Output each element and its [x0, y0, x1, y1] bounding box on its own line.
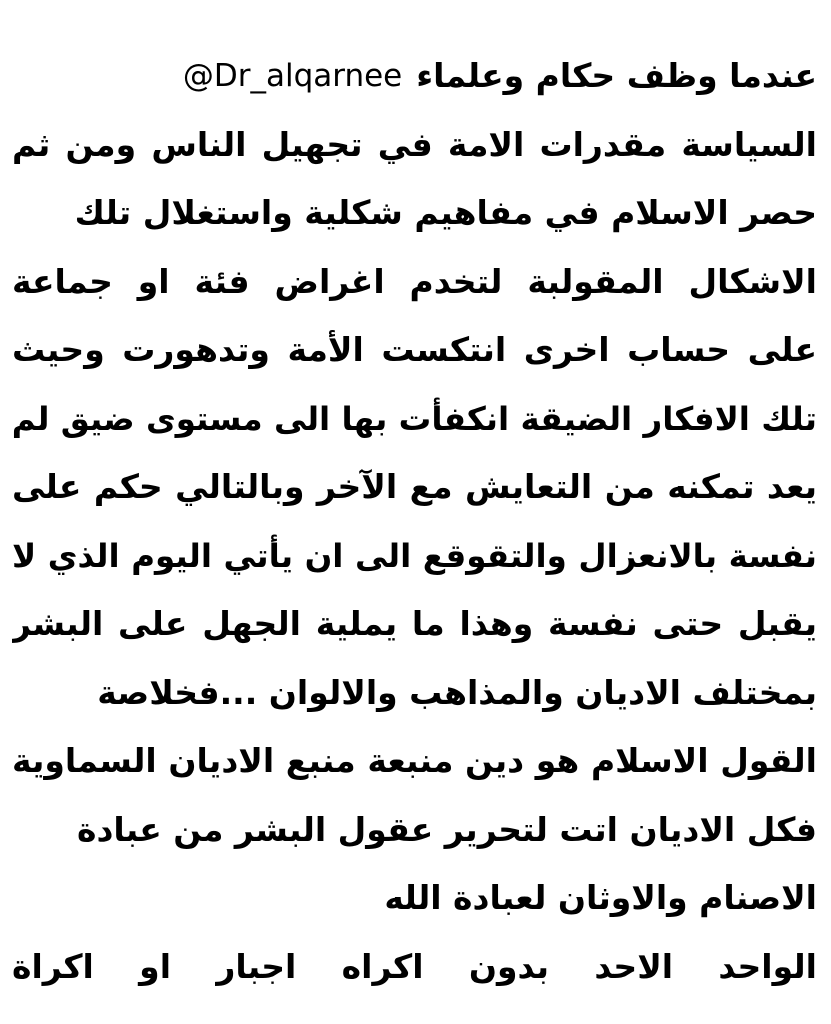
post-line-6: تلك الافكار الضيقة انكفأت بها الى مستوى ضيق لم: [12, 399, 817, 438]
post-line-2: السياسة مقدرات الامة في تجهيل الناس ومن ثم: [12, 124, 817, 164]
author-handle: @Dr_alqarnee: [182, 58, 403, 94]
post-line-11: القول الاسلام هو دين منبعة منبع الاديان السماوية: [12, 741, 817, 780]
post-line-1-text: عندما وظف حكام وعلماء: [416, 56, 817, 95]
post-line-7: يعد تمكنه من التعايش مع الآخر وبالتالي حكم على: [12, 467, 817, 506]
post-line-5: على حساب اخرى انتكست الأمة وتدهورت وحيث: [12, 330, 817, 369]
post-line-4: الاشكال المقولبة لتخدم اغراض فئة او جماعة: [12, 261, 817, 301]
post-line-3: حصر الاسلام في مفاهيم شكلية واستغلال تلك: [74, 193, 817, 232]
post-line-10: بمختلف الاديان والمذاهب والالوان ...فخلاصة: [97, 672, 817, 712]
post-line-1: [12, 42, 817, 111]
post-line-9: يقبل حتى نفسة وهذا ما يملية الجهل على البشر: [12, 604, 817, 643]
post-line-14: الواحد الاحد بدون اكراه اجبار او اكراة: [12, 946, 817, 986]
post-text-block: [12, 42, 817, 1001]
post-line-8: نفسة بالانعزال والتقوقع الى ان يأتي اليوم الذي لا: [12, 536, 817, 575]
post-line-12: فكل الاديان اتت لتحرير عقول البشر من عبادة: [76, 809, 817, 849]
post-line-13: الاصنام والاوثان لعبادة الله: [384, 878, 817, 917]
